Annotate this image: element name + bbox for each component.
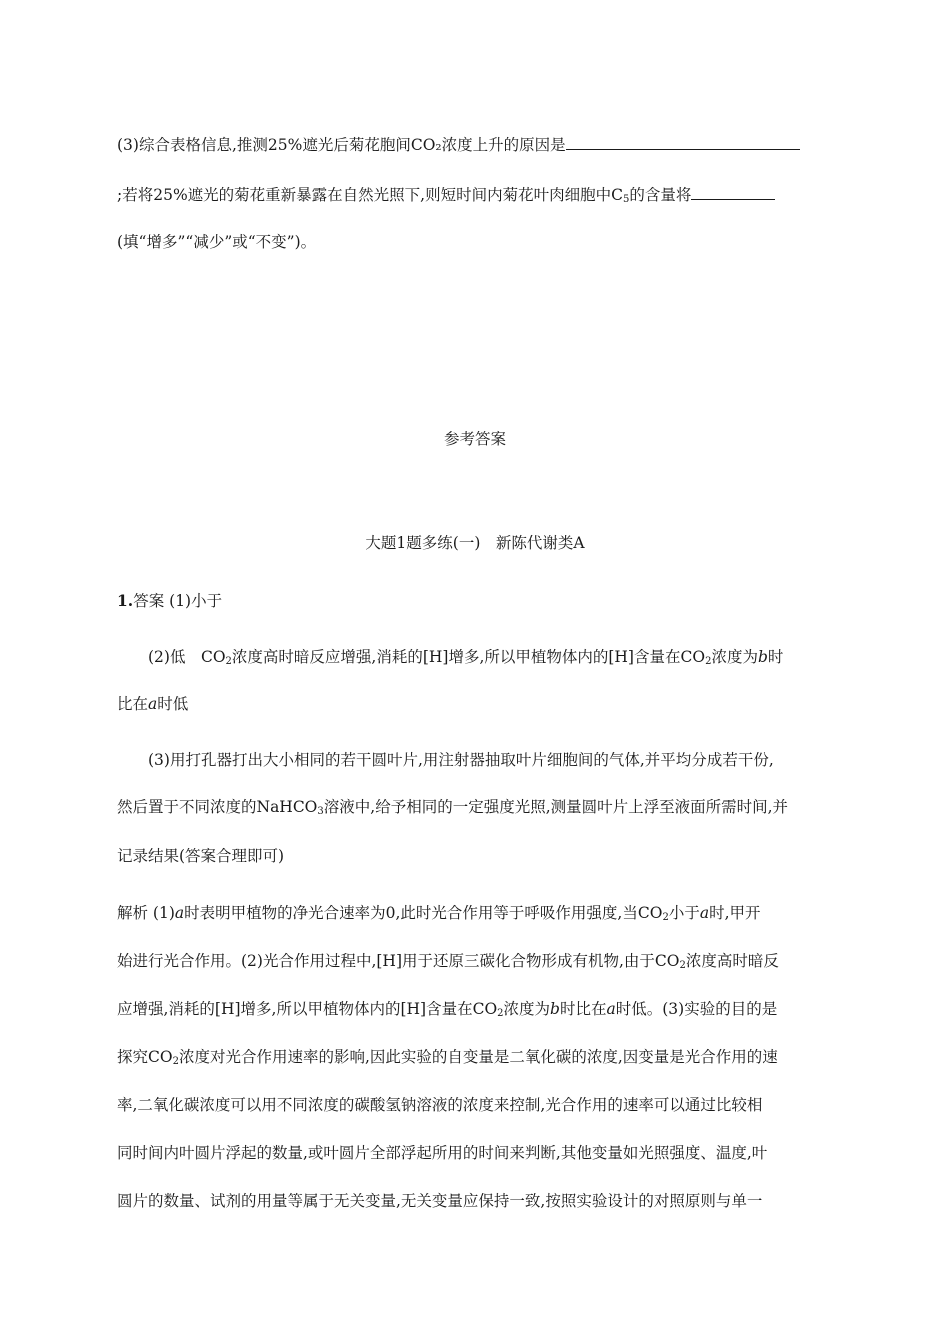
subscript: 2	[662, 912, 669, 923]
variable: a	[148, 695, 158, 713]
answer-part-2-line-1	[148, 646, 783, 668]
analysis-text: 应增强,消耗的[H]增多,所以甲植物体内的[H]含量在CO	[117, 1000, 498, 1018]
analysis-text: 时比在	[559, 1000, 607, 1018]
subscript: 2	[225, 656, 232, 667]
analysis-line-6	[117, 1142, 767, 1164]
answer-text: 浓度高时暗反应增强,消耗的[H]增多,所以甲植物体内的[H]含量在CO	[231, 648, 706, 666]
question-line-1	[117, 133, 800, 156]
answer-text: 溶液中,给予相同的一定强度光照,测量圆叶片上浮至液面所需时间,并	[323, 798, 789, 816]
answer-text: 时	[767, 648, 784, 666]
answer-number: 1.	[117, 591, 134, 610]
question-text: ;若将25%遮光的菊花重新暴露在自然光照下,则短时间内菊花叶肉细胞中C	[117, 186, 623, 204]
analysis-text: 浓度为	[503, 1000, 551, 1018]
variable: a	[174, 904, 185, 922]
analysis-text: 始进行光合作用。(2)光合作用过程中,[H]用于还原三碳化合物形成有机物,由于CO	[117, 952, 680, 970]
analysis-line-4	[117, 1046, 778, 1068]
subscript: 3	[317, 806, 324, 817]
subscript: 2	[679, 960, 686, 971]
answer-text: 浓度为	[711, 648, 758, 666]
answer-part-3-line-1	[148, 749, 774, 771]
subscript: 5	[622, 194, 630, 205]
subscript: 2	[705, 656, 712, 667]
subscript: 2	[497, 1008, 504, 1019]
answer-line-1	[117, 590, 222, 612]
answer-part-3-line-3	[117, 845, 284, 867]
answer-text: 记录结果(答案合理即可)	[117, 847, 285, 865]
question-line-3	[117, 231, 316, 253]
analysis-text: 探究CO	[117, 1048, 173, 1066]
answer-text: 时低	[157, 695, 189, 713]
variable: a	[606, 1000, 616, 1018]
analysis-text: 浓度对光合作用速率的影响,因此实验的自变量是二氧化碳的浓度,因变量是光合作用的速	[178, 1048, 778, 1066]
analysis-text: 解析 (1)	[117, 904, 175, 922]
question-text: (填“增多”“减少”或“不变”)。	[117, 233, 317, 251]
analysis-line-5	[117, 1094, 762, 1116]
analysis-text: 时表明甲植物的净光合速率为0,此时光合作用等于呼吸作用强度,当CO	[184, 904, 663, 922]
subscript: 2	[172, 1056, 179, 1067]
question-text: (3)综合表格信息,推测25%遮光后菊花胞间CO₂浓度上升的原因是	[117, 136, 566, 154]
answer-text: (2)低 CO	[148, 648, 226, 666]
analysis-line-7	[117, 1190, 762, 1212]
answer-blank-1[interactable]	[566, 133, 800, 150]
analysis-line-1	[117, 902, 761, 924]
variable: b	[550, 1000, 560, 1018]
answer-text: (3)用打孔器打出大小相同的若干圆叶片,用注射器抽取叶片细胞间的气体,并平均分成若干份,	[148, 751, 774, 769]
answer-text: 比在	[117, 695, 149, 713]
answer-part-2-line-2	[117, 693, 188, 715]
question-text: 的含量将	[629, 186, 692, 204]
analysis-text: 同时间内叶圆片浮起的数量,或叶圆片全部浮起所用的时间来判断,其他变量如光照强度、温度,叶	[117, 1144, 768, 1162]
analysis-text: 浓度高时暗反	[685, 952, 779, 970]
analysis-text: 率,二氧化碳浓度可以用不同浓度的碳酸氢钠溶液的浓度来控制,光合作用的速率可以通过比较相	[117, 1096, 763, 1114]
answer-label: 答案	[133, 592, 165, 610]
question-line-2	[117, 183, 775, 206]
analysis-text: 小于	[668, 904, 700, 922]
answer-text: 然后置于不同浓度的NaHCO	[117, 798, 318, 816]
answer-blank-2[interactable]	[691, 183, 775, 200]
variable: b	[757, 648, 768, 666]
section-title: 大题1题多练(一) 新陈代谢类A	[365, 534, 585, 552]
analysis-line-3	[117, 998, 777, 1020]
variable: a	[699, 904, 710, 922]
answer-part-1: (1)小于	[169, 592, 223, 610]
answer-part-3-line-2	[117, 796, 788, 818]
analysis-text: 圆片的数量、试剂的用量等属于无关变量,无关变量应保持一致,按照实验设计的对照原则与单一	[117, 1192, 763, 1210]
analysis-text: 时,甲开	[709, 904, 761, 922]
answers-heading: 参考答案	[443, 430, 506, 448]
analysis-line-2	[117, 950, 779, 972]
analysis-text: 时低。(3)实验的目的是	[615, 1000, 778, 1018]
